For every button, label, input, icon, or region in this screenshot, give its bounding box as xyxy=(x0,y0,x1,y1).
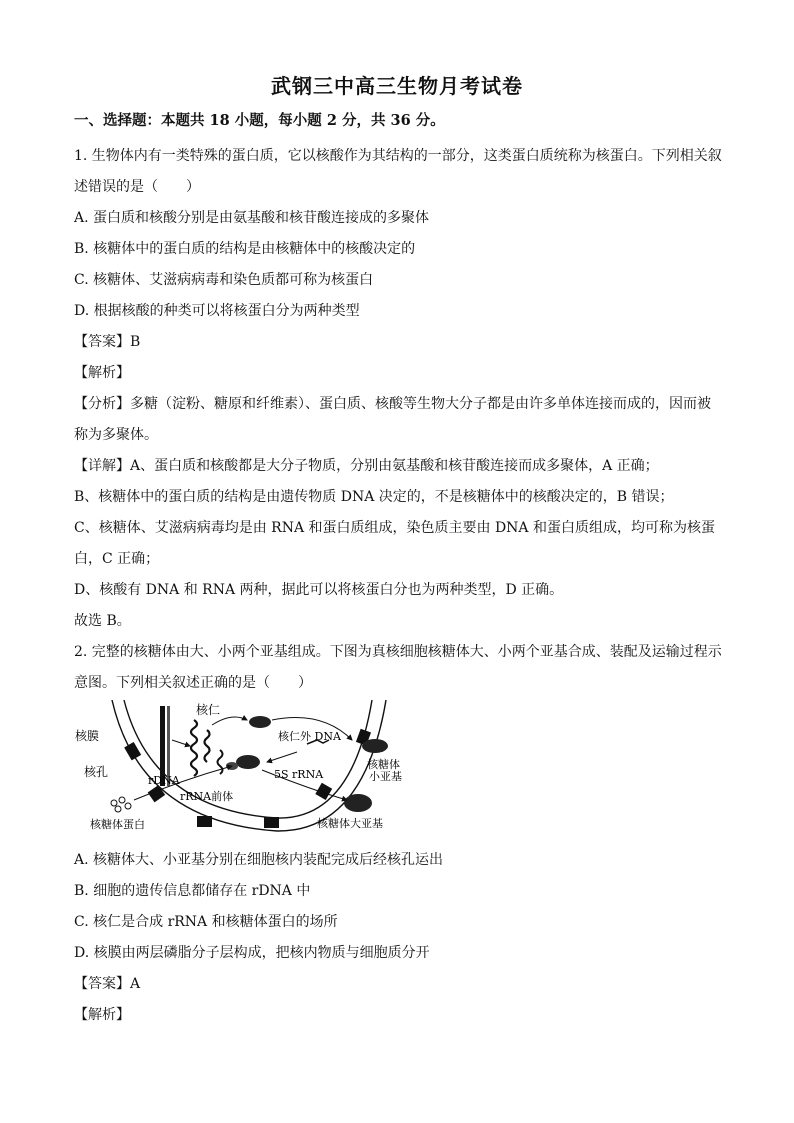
label-ribosomal-protein: 核糖体蛋白 xyxy=(90,818,145,831)
protein-dot xyxy=(119,797,125,803)
q2-option-b: B. 细胞的遗传信息都储存在 rDNA 中 xyxy=(74,883,311,899)
q1-option-d: D. 根据核酸的种类可以将核蛋白分为两种类型 xyxy=(74,303,360,319)
subunit-blob xyxy=(249,716,271,728)
q2-stem-line2: 意图。下列相关叙述正确的是（ ） xyxy=(74,675,312,691)
label-rrna-precursor: rRNA前体 xyxy=(180,790,234,803)
protein-dot xyxy=(111,800,117,806)
q2-analysis-label: 【解析】 xyxy=(74,1007,130,1023)
q2-stem-line1: 2. 完整的核糖体由大、小两个亚基组成。下图为真核细胞核糖体大、小两个亚基合成、装配及运输过程示 xyxy=(74,644,722,660)
protein-dot xyxy=(125,803,131,809)
nuclear-pore xyxy=(124,742,141,760)
section-heading: 一、选择题：本题共 18 小题，每小题 2 分，共 36 分。 xyxy=(74,112,445,129)
q2-answer: 【答案】A xyxy=(74,976,141,992)
subunit-blob xyxy=(236,755,260,769)
label-outside-dna: 核仁外 DNA xyxy=(278,730,341,743)
protein-dot xyxy=(115,806,121,812)
q1-answer: 【答案】B xyxy=(74,334,141,350)
q1-conclusion: 故选 B。 xyxy=(74,613,131,629)
nuclear-pore xyxy=(315,783,332,800)
small-subunit-icon xyxy=(362,739,388,753)
page-title: 武钢三中高三生物月考试卷 xyxy=(271,74,523,98)
q1-stem-line2: 述错误的是（ ） xyxy=(74,179,200,195)
label-small-subunit-2: 小亚基 xyxy=(369,770,402,783)
q1-detail-line3: C、核糖体、艾滋病病毒均是由 RNA 和蛋白质组成，染色质主要由 DNA 和蛋白质组成，均可称为核蛋 xyxy=(74,520,715,536)
q2-option-d: D. 核膜由两层磷脂分子层构成，把核内物质与细胞质分开 xyxy=(74,945,430,961)
label-nuclear-pore: 核孔 xyxy=(84,765,109,779)
nuclear-pore xyxy=(264,817,279,828)
q1-analysis-label: 【解析】 xyxy=(74,365,130,381)
label-nucleolus: 核仁 xyxy=(196,703,221,717)
ribosome-assembly-diagram xyxy=(72,700,402,840)
q1-detail-line1: 【详解】A、蛋白质和核酸都是大分子物质，分别由氨基酸和核苷酸连接而成多聚体，A 正确； xyxy=(74,458,659,474)
flow-arrow xyxy=(267,752,297,762)
rrna-precursor-squiggle xyxy=(205,730,210,762)
label-rdna: rDNA xyxy=(148,774,180,787)
q1-option-a: A. 蛋白质和核酸分别是由氨基酸和核苷酸连接成的多聚体 xyxy=(74,210,430,226)
q1-fenxi-line2: 称为多聚体。 xyxy=(74,427,158,443)
label-5s-rrna: 5S rRNA xyxy=(274,768,324,781)
q1-option-b: B. 核糖体中的蛋白质的结构是由核糖体中的核酸决定的 xyxy=(74,241,416,257)
q1-stem-line1: 1. 生物体内有一类特殊的蛋白质，它以核酸作为其结构的一部分，这类蛋白质统称为核蛋白。下列相关叙 xyxy=(74,148,722,164)
q1-option-c: C. 核糖体、艾滋病病毒和染色质都可称为核蛋白 xyxy=(74,272,374,288)
label-large-subunit: 核糖体大亚基 xyxy=(317,817,383,830)
q1-detail-line4: 白，C 正确； xyxy=(74,551,160,567)
q1-detail-line5: D、核酸有 DNA 和 RNA 两种，据此可以将核蛋白分也为两种类型，D 正确。 xyxy=(74,582,564,598)
label-small-subunit-1: 核糖体 xyxy=(367,758,400,771)
flow-arrow xyxy=(172,740,190,746)
q2-option-c: C. 核仁是合成 rRNA 和核糖体蛋白的场所 xyxy=(74,914,338,930)
rrna-precursor-squiggle xyxy=(191,720,197,776)
q1-detail-line2: B、核糖体中的蛋白质的结构是由遗传物质 DNA 决定的，不是核糖体中的核酸决定的，B 错误； xyxy=(74,489,674,505)
q1-fenxi-line1: 【分析】多糖（淀粉、糖原和纤维素）、蛋白质、核酸等生物大分子都是由许多单体连接而成的，因而被 xyxy=(74,396,711,412)
flow-arrow xyxy=(212,717,247,725)
label-nuclear-membrane: 核膜 xyxy=(75,729,100,743)
q2-option-a: A. 核糖体大、小亚基分别在细胞核内装配完成后经核孔运出 xyxy=(74,852,444,868)
nuclear-pore xyxy=(197,816,212,827)
large-subunit-icon xyxy=(344,794,372,812)
